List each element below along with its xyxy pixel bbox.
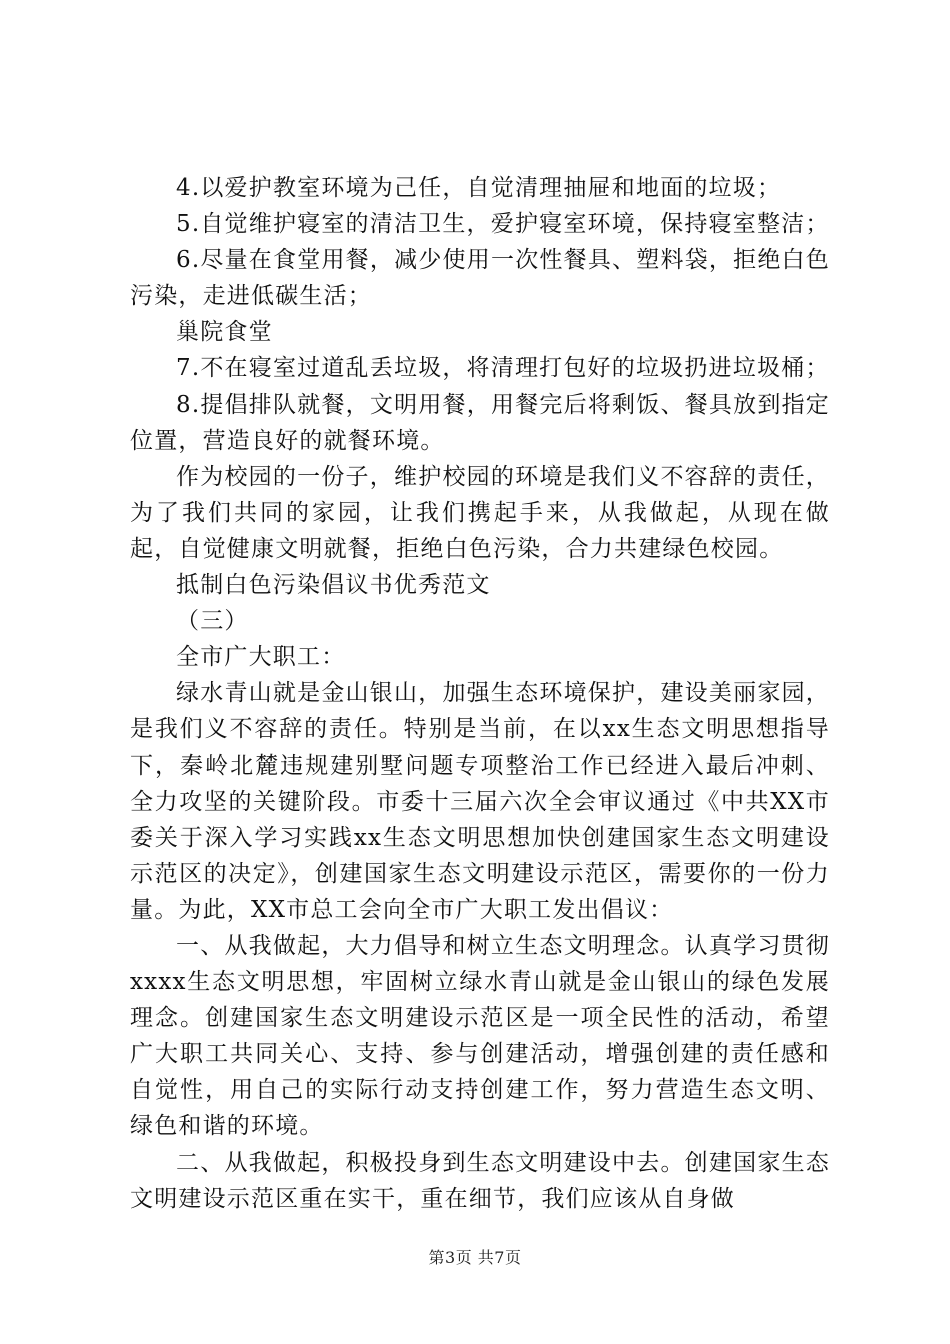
section-number: （三） xyxy=(176,608,249,635)
section-title: 抵制白色污染倡议书优秀范文 xyxy=(176,572,491,599)
paragraph-intro: 绿水青山就是金山银山，加强生态环境保护，建设美丽家园，是我们义不容辞的责任。特别是当前，在以xx生态文明思想指导下，秦岭北麓违规建别墅问题专项整治工作已经进入最后冲刺、全力攻坚的关键阶段。市委十三届六次全会审议通过《中共XX市委关于深入学习实践xx生态文明思想加快创建国家生态文明建设示范区的决定》，创建国家生态文明建设示范区，需要你的一份力量。为此，XX市总工会向全市广大职工发出倡议： xyxy=(130,680,830,923)
document-body xyxy=(130,170,830,1217)
paragraph-item-8: 8.提倡排队就餐，文明用餐，用餐完后将剩饭、餐具放到指定位置，营造良好的就餐环境。 xyxy=(130,391,830,454)
paragraph-item-5: 5.自觉维护寝室的清洁卫生，爱护寝室环境，保持寝室整洁； xyxy=(176,211,830,238)
paragraph-canteen-label: 巢院食堂 xyxy=(176,319,273,346)
page-footer: 第3页 共7页 xyxy=(428,1248,522,1267)
paragraph-point-1: 一、从我做起，大力倡导和树立生态文明理念。认真学习贯彻xxxx生态文明思想，牢固树立绿水青山就是金山银山的绿色发展理念。创建国家生态文明建设示范区是一项全民性的活动，希望广大职工共同关心、支持、参与创建活动，增强创建的责任感和自觉性，用自己的实际行动支持创建工作，努力营造生态文明、绿色和谐的环境。 xyxy=(130,932,830,1140)
paragraph-item-7: 7.不在寝室过道乱丢垃圾，将清理打包好的垃圾扔进垃圾桶； xyxy=(176,355,830,382)
paragraph-item-4: 4.以爱护教室环境为己任，自觉清理抽屉和地面的垃圾； xyxy=(176,175,782,201)
paragraph-closing: 作为校园的一份子，维护校园的环境是我们义不容辞的责任，为了我们共同的家园，让我们携起手来，从我做起，从现在做起，自觉健康文明就餐，拒绝白色污染，合力共建绿色校园。 xyxy=(130,463,830,562)
paragraph-point-2: 二、从我做起，积极投身到生态文明建设中去。创建国家生态文明建设示范区重在实干，重在细节，我们应该从自身做 xyxy=(130,1149,830,1212)
paragraph-item-6: 6.尽量在食堂用餐，减少使用一次性餐具、塑料袋，拒绝白色污染，走进低碳生活； xyxy=(130,247,830,310)
salutation: 全市广大职工： xyxy=(176,644,346,671)
